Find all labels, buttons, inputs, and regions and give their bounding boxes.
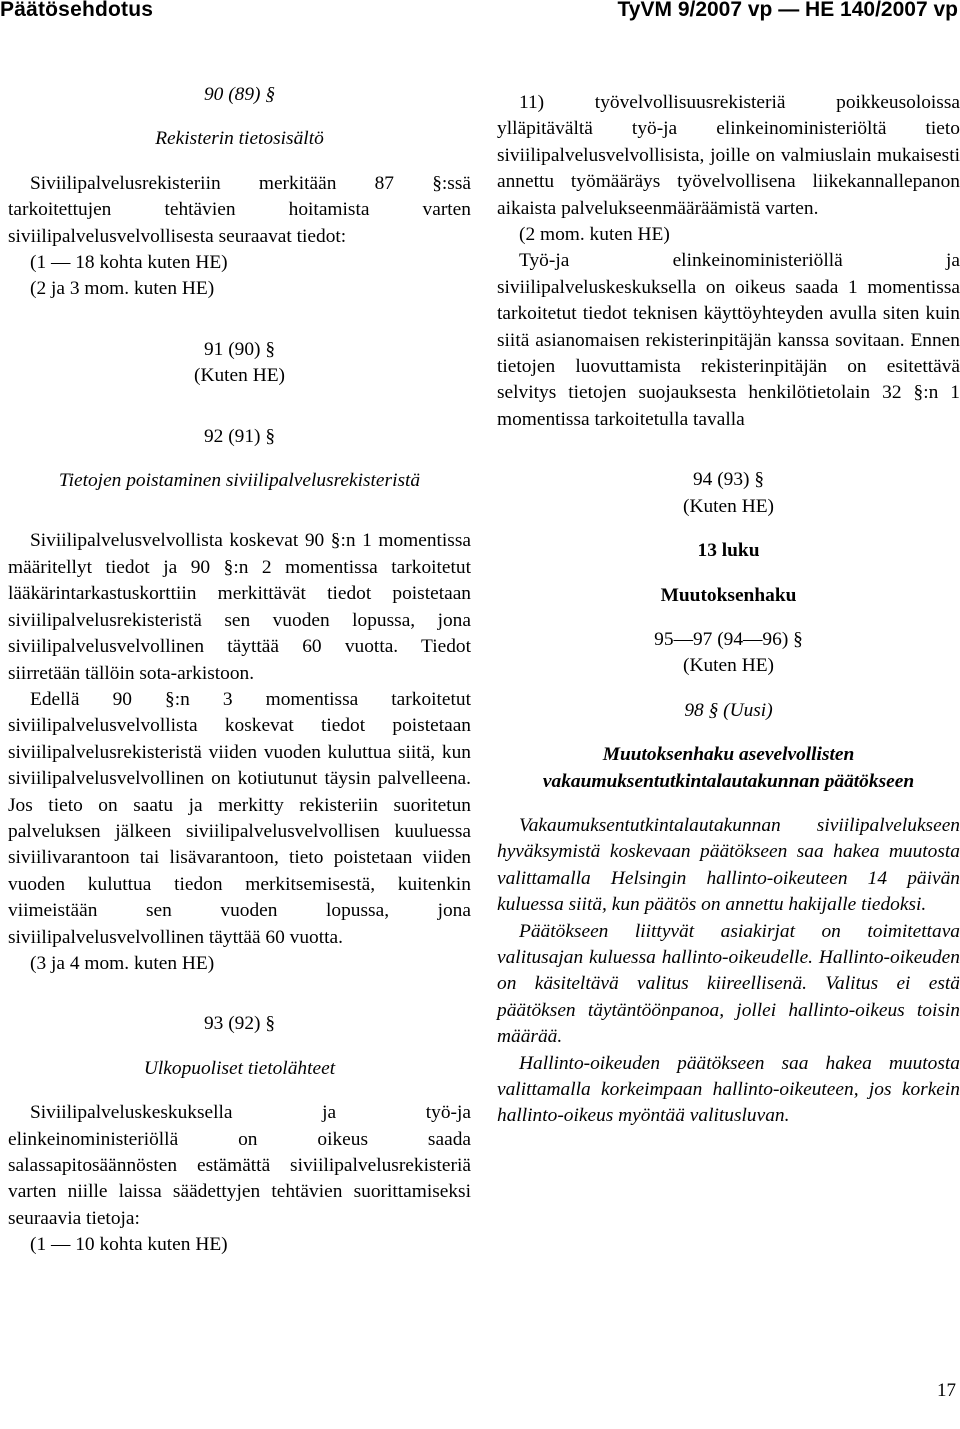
section-98-paragraph-2: Päätökseen liittyvät asiakirjat on toimitettava valitusajan kuluessa hallinto-oikeudelle. Hallinto-oikeuden on käsiteltävä valitus kiireellisenä. Valitus ei estä päätöksen täytäntöönpanoa, jollei hallinto-oikeus toisin määrää.	[497, 920, 960, 1048]
section-98-paragraph-1: Vakaumuksentutkintalautakunnan siviilipalvelukseen hyväksymistä koskevaan päätökseen saa hakea muutosta valittamalla Helsingin hallinto-oikeuteen 14 päivän kuluessa siitä, kun päätös on annettu hakijalle tiedoksi.	[497, 814, 960, 916]
section-90-title: Rekisterin tietosisältö	[155, 128, 324, 150]
section-94-note: (Kuten HE)	[683, 495, 774, 517]
left-column	[8, 82, 471, 1259]
section-93-heading: 93 (92) §	[203, 1013, 276, 1035]
moment-2-note: (2 mom. kuten HE)	[519, 224, 670, 246]
section-90-heading: 90 (89) §	[203, 84, 276, 105]
section-92-paragraph-2: Edellä 90 §:n 3 momentissa tarkoitetut siviilipalvelusvelvollista koskevat tiedot poistetaan siviilipalvelusrekisteristä viiden vuoden kuluttua siitä, kun siviilipalvelusvelvollinen on kotiutunut täysin palvelleena. Jos tieto on saatu ja merkitty rekisteriin suoritetun palveluksen jälkeen siviilipalvelusvelvollisen kuuluessa siviilivarantoon tai lisävarantoon, tieto poistetaan viiden vuoden kuluttua tiedon merkitsemisestä, kuitenkin viimeistään sen vuoden lopussa, jona siviilipalvelusvelvollinen täyttää 60 vuotta.	[8, 688, 471, 948]
section-92-note: (3 ja 4 mom. kuten HE)	[30, 952, 215, 974]
page-number: 17	[937, 1380, 956, 1401]
section-90-text: Siviilipalvelusrekisteriin merkitään 87 §:ssä tarkoitettujen tehtävien hoitamista varten siviilipalvelusvelvollisesta seuraavat tiedot:	[8, 172, 471, 247]
section-93-title: Ulkopuoliset tietolähteet	[143, 1057, 336, 1079]
section-90-note-2: (2 ja 3 mom. kuten HE)	[30, 278, 215, 300]
section-93-note: (1 — 10 kohta kuten HE)	[30, 1234, 228, 1256]
right-column	[497, 90, 960, 1130]
section-98-heading: 98 § (Uusi)	[684, 699, 773, 721]
document-type: Päätösehdotus	[0, 0, 154, 21]
section-92-heading: 92 (91) §	[203, 425, 276, 447]
section-92-paragraph-1: Siviilipalvelusvelvollista koskevat 90 §:n 1 momentissa määritellyt tiedot ja 90 §:n 2 momentissa tarkoitetut lääkärintarkastuskorttiin merkittävät tiedot poistetaan siviilipalvelusrekisteristä sen vuoden lopussa, jona siviilipalvelusvelvollinen täyttää 60 vuotta. Tiedot siirretään tällöin sota-arkistoon.	[8, 530, 471, 684]
section-92-title: Tietojen poistaminen siviilipalvelusrekisteristä	[58, 470, 421, 492]
document-reference: TyVM 9/2007 vp — HE 140/2007 vp	[617, 0, 958, 21]
section-95-97-heading: 95—97 (94—96) §	[654, 628, 803, 650]
section-95-97-note: (Kuten HE)	[683, 655, 774, 677]
section-91-heading: 91 (90) §	[203, 338, 276, 360]
section-94-heading: 94 (93) §	[692, 469, 765, 491]
item-11-paragraph: 11) työvelvollisuusrekisteriä poikkeusoloissa ylläpitävältä työ-ja elinkeinoministeriöltä tieto siviilipalvelusvelvollisista, joille on valmiuslain mukaisesti annettu työmääräys työvelvollisena liikekannallepanon aikaista palvelukseenmääräämistä varten.	[497, 92, 960, 219]
section-98-title: Muutoksenhaku asevelvollisten vakaumuksentutkintalautakunnan päätökseen	[542, 744, 915, 792]
moment-3-paragraph: Työ-ja elinkeinoministeriöllä ja siviilipalveluskeskuksella on oikeus saada 1 momentissa tarkoitetut tiedot teknisen käyttöyhteyden avulla siten kuin siitä asianomaisen rekisterinpitäjän kanssa sovitaan. Ennen tietojen luovuttamista rekisterinpitäjän on esitettävä selvitys tietojen suojauksesta henkilötietolain 32 §:n 1 momentissa tarkoitetulla tavalla	[497, 250, 960, 430]
section-91-note: (Kuten HE)	[194, 365, 285, 387]
chapter-title: Muutoksenhaku	[660, 584, 797, 606]
section-98-paragraph-3: Hallinto-oikeuden päätökseen saa hakea muutosta valittamalla korkeimpaan hallinto-oikeuteen, jos korkein hallinto-oikeus myöntää valitusluvan.	[497, 1052, 960, 1127]
page-header	[0, 0, 960, 28]
section-93-paragraph: Siviilipalveluskeskuksella ja työ-ja elinkeinoministeriöllä on oikeus saada salassapitosäännösten estämättä siviilipalvelusrekisteriä varten niille laissa säädettyjen tehtävien suorittamiseksi seuraavia tietoja:	[8, 1102, 471, 1229]
section-90-note-1: (1 — 18 kohta kuten HE)	[30, 252, 228, 274]
chapter-number: 13 luku	[697, 540, 760, 562]
